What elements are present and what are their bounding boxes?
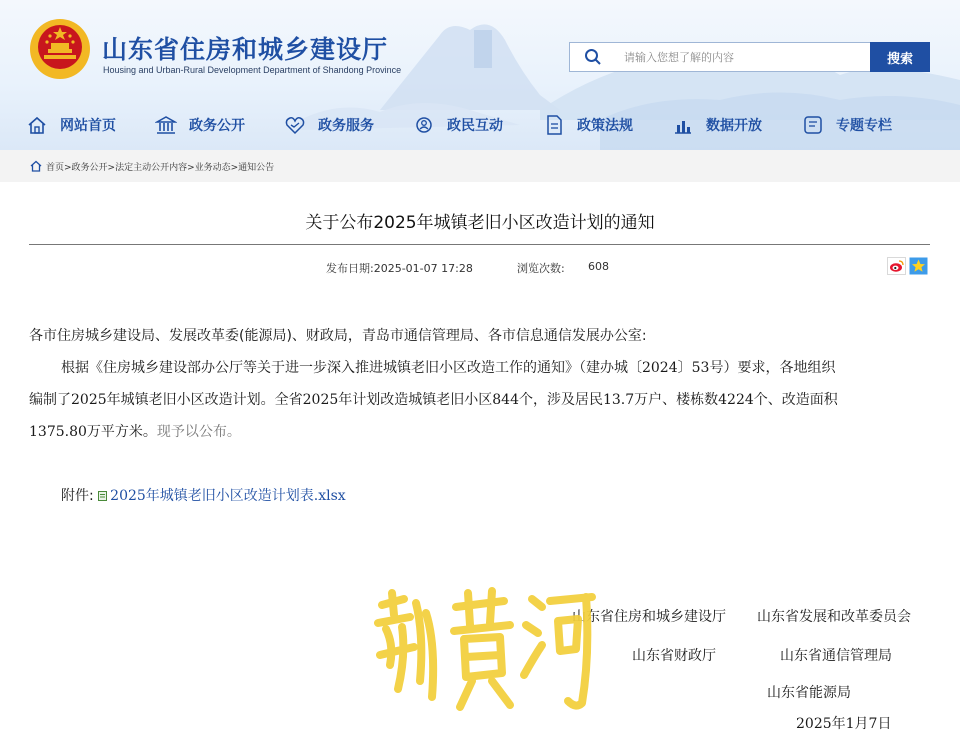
column-icon [802,114,824,136]
nav-label: 网站首页 [60,118,116,134]
nav-label: 数据开放 [706,118,762,134]
site-title[interactable]: 山东省住房和城乡建设厅 [102,35,389,64]
spreadsheet-file-icon [98,491,107,501]
body-paragraph-line: 编制了2025年城镇老旧小区改造计划。全省2025年计划改造城镇老旧小区844个，涉及居民13.7万户、楼栋数4224个、改造面积 [29,392,838,408]
main-nav [0,108,960,142]
search-box[interactable] [569,42,870,72]
views-label: 浏览次数: [517,262,565,275]
search-icon [584,48,602,66]
nav-item-interaction[interactable] [413,108,503,142]
title-divider [29,244,930,245]
national-emblem-icon [26,15,94,85]
star-share-icon[interactable] [909,257,928,275]
article-title: 关于公布2025年城镇老旧小区改造计划的通知 [305,213,655,233]
signature-finance-dept: 山东省财政厅 [632,648,716,664]
weibo-share-icon[interactable] [887,257,906,275]
site-header [0,0,960,150]
nav-label: 专题专栏 [836,118,892,134]
signature-housing-dept: 山东省住房和城乡建设厅 [572,609,726,625]
recipients-line: 各市住房城乡建设局、发展改革委(能源局)、财政局，青岛市通信管理局、各市信息通信发展办公室: [29,328,647,344]
nav-item-open-data[interactable] [672,108,762,142]
home-icon [26,114,48,136]
body-paragraph-line [29,421,241,441]
body-text: 1375.80万平方米。 [29,424,157,440]
nav-label: 政民互动 [447,118,503,134]
attachment-link[interactable]: 2025年城镇老旧小区改造计划表.xlsx [110,488,346,504]
signature-energy-bureau: 山东省能源局 [767,685,851,701]
chart-icon [672,114,694,136]
signature-date: 2025年1月7日 [796,716,892,732]
search-button[interactable]: 搜索 [870,42,930,72]
nav-label: 政策法规 [577,118,633,134]
nav-item-special-topics[interactable] [802,108,892,142]
nav-label: 政务公开 [189,118,245,134]
breadcrumb[interactable]: 首页>政务公开>法定主动公开内容>业务动态>通知公告 [46,162,275,173]
nav-item-policies[interactable] [543,108,633,142]
signature-communications-admin: 山东省通信管理局 [780,648,892,664]
building-icon [155,114,177,136]
nav-item-services[interactable] [284,108,374,142]
nav-item-home[interactable] [26,108,116,142]
nav-item-government-affairs[interactable] [155,108,245,142]
home-icon[interactable] [30,160,42,172]
site-subtitle: Housing and Urban-Rural Development Department of Shandong Province [103,65,402,75]
signature-development-commission: 山东省发展和改革委员会 [757,609,911,625]
publish-date: 发布日期:2025-01-07 17:28 [326,262,473,275]
xinhuanghe-watermark-logo [364,585,596,715]
interaction-icon [413,114,435,136]
body-text: 现予以公布。 [156,424,241,440]
attachment-label: 附件: [61,488,94,504]
search-input[interactable] [624,51,854,64]
breadcrumb-bar [0,150,960,182]
attachment-row [61,485,346,505]
nav-label: 政务服务 [318,118,374,134]
body-paragraph-line: 根据《住房城乡建设部办公厅等关于进一步深入推进城镇老旧小区改造工作的通知》（建办城〔2024〕53号）要求，各地组织 [61,360,836,376]
views-count: 608 [588,260,609,273]
document-icon [543,114,565,136]
heart-hand-icon [284,114,306,136]
